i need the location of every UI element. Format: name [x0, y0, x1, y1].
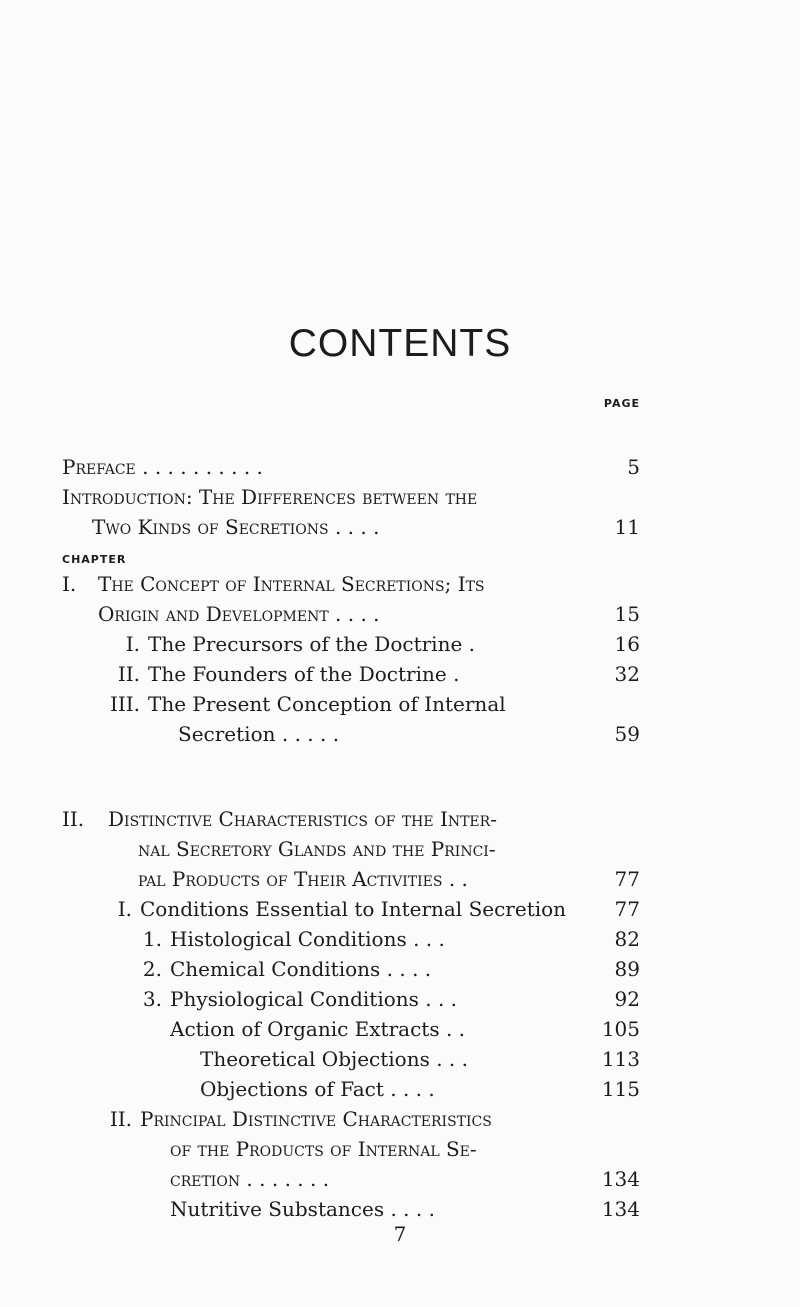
toc-section	[140, 894, 640, 924]
toc-page-number: 32	[614, 662, 640, 686]
toc-entry-text: Preface . . . . . . . . . .	[62, 455, 263, 479]
toc-section-cont	[170, 1134, 640, 1164]
toc-section	[148, 629, 640, 659]
toc-entry-text: The Precursors of the Doctrine .	[148, 632, 476, 656]
toc-page-number: 15	[614, 602, 640, 626]
toc-entry-text: The Present Conception of Internal	[148, 692, 506, 716]
toc-page-number: 82	[614, 927, 640, 951]
toc-page-number: 113	[601, 1047, 640, 1071]
toc-chapter-1-cont	[98, 599, 640, 629]
toc-entry-text: Histological Conditions . . .	[170, 927, 445, 951]
toc-subsection	[170, 1014, 640, 1044]
toc-page-number: 59	[614, 722, 640, 746]
toc-entry-text: Chemical Conditions . . . .	[170, 957, 432, 981]
toc-page-number: 89	[614, 957, 640, 981]
toc-entry-text: Two Kinds of Secretions . . . .	[92, 515, 380, 539]
toc-page-number: 77	[614, 897, 640, 921]
toc-chapter-2-cont	[138, 864, 640, 894]
toc-entry-text: cretion . . . . . . .	[170, 1167, 330, 1191]
section-number: I.	[125, 632, 140, 656]
toc-entry-text: nal Secretory Glands and the Princi-	[138, 837, 496, 861]
toc-page-number: 16	[614, 632, 640, 656]
toc-page-number: 92	[614, 987, 640, 1011]
toc-entry-text: The Founders of the Doctrine .	[148, 662, 460, 686]
toc-section	[148, 689, 640, 719]
toc-entry-text: Objections of Fact . . . .	[200, 1077, 435, 1101]
section-number: II.	[117, 662, 140, 686]
chapter-column-header: CHAPTER	[62, 553, 127, 566]
toc-page-number: 11	[614, 515, 640, 539]
toc-entry-text: Distinctive Characteristics of the Inter-	[108, 807, 497, 831]
toc-entry-text: Action of Organic Extracts . .	[170, 1017, 466, 1041]
toc-page-number: 134	[601, 1197, 640, 1221]
subsection-number: 3.	[142, 987, 162, 1011]
toc-subsection	[200, 1044, 640, 1074]
subsection-number: 2.	[142, 957, 162, 981]
toc-section	[140, 1104, 640, 1134]
section-number: II.	[109, 1107, 132, 1131]
toc-page-number: 5	[627, 455, 640, 479]
page-folio: 7	[393, 1222, 407, 1246]
toc-entry-preface	[62, 452, 640, 482]
toc-section-cont	[178, 719, 640, 749]
toc-entry-text: Principal Distinctive Characteristics	[140, 1107, 492, 1131]
toc-subsection	[200, 1074, 640, 1104]
toc-entry-text: Introduction: The Differences between the	[62, 485, 478, 509]
toc-page-number: 115	[601, 1077, 640, 1101]
toc-subsection	[170, 924, 640, 954]
section-number: III.	[109, 692, 140, 716]
page-column-header: PAGE	[603, 397, 640, 410]
toc-page-number: 134	[601, 1167, 640, 1191]
toc-chapter-1	[98, 569, 640, 599]
toc-entry-text: Theoretical Objections . . .	[200, 1047, 469, 1071]
toc-entry-text: Nutritive Substances . . . .	[170, 1197, 435, 1221]
chapter-number: II.	[62, 807, 85, 831]
toc-subsection	[170, 1194, 640, 1224]
page-title: CONTENTS	[288, 322, 512, 365]
toc-chapter-2	[108, 804, 640, 834]
toc-chapter-2-cont	[138, 834, 640, 864]
toc-page-number: 105	[601, 1017, 640, 1041]
toc-entry-text: Origin and Development . . . .	[98, 602, 380, 626]
toc-entry-text: The Concept of Internal Secretions; Its	[98, 572, 485, 596]
toc-section-cont	[170, 1164, 640, 1194]
toc-entry-text: pal Products of Their Activities . .	[138, 867, 468, 891]
toc-entry-text: Conditions Essential to Internal Secretion	[140, 897, 567, 921]
toc-subsection	[170, 984, 640, 1014]
toc-entry-text: Physiological Conditions . . .	[170, 987, 458, 1011]
section-number: I.	[117, 897, 132, 921]
chapter-number: I.	[62, 572, 77, 596]
toc-subsection	[170, 954, 640, 984]
toc-page-number: 77	[614, 867, 640, 891]
subsection-number: 1.	[142, 927, 162, 951]
toc-entry-introduction	[62, 482, 640, 512]
toc-entry-introduction-cont	[92, 512, 640, 542]
toc-section	[148, 659, 640, 689]
toc-entry-text: Secretion . . . . .	[178, 722, 340, 746]
toc-entry-text: of the Products of Internal Se-	[170, 1137, 477, 1161]
